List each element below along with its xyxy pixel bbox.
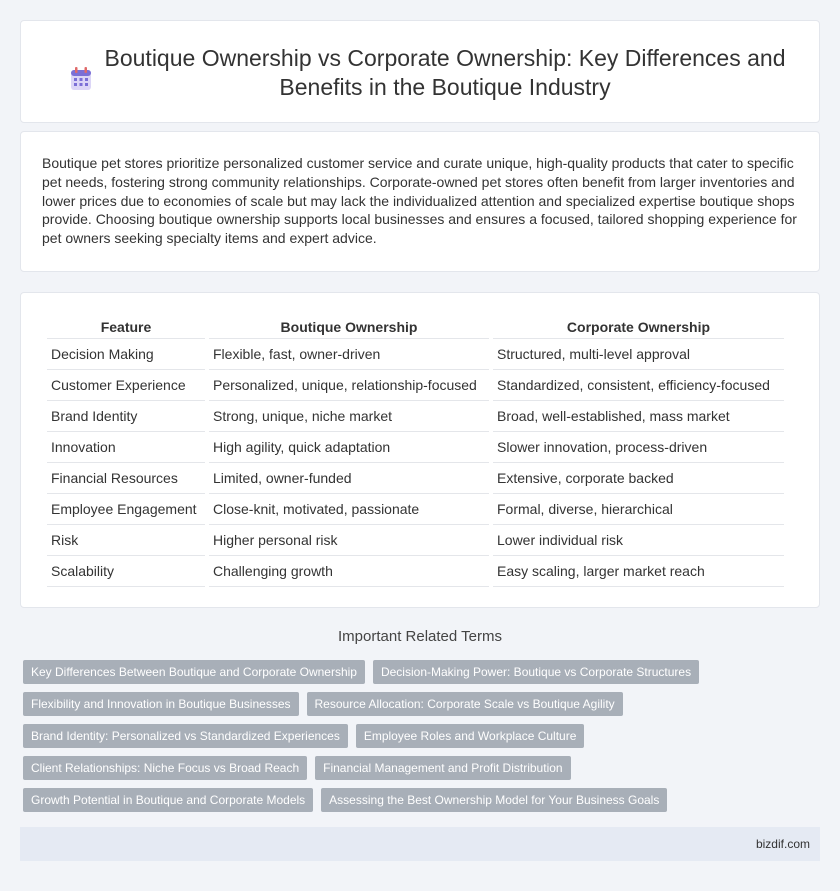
table-row xyxy=(47,556,784,587)
related-terms-title: Important Related Terms xyxy=(338,628,502,645)
feature-cell: Customer Experience xyxy=(47,370,205,401)
table-row xyxy=(47,401,784,432)
related-term-tag[interactable]: Assessing the Best Ownership Model for Your Business Goals xyxy=(321,788,667,812)
related-terms-row xyxy=(23,724,723,748)
related-term-tag[interactable]: Client Relationships: Niche Focus vs Broad Reach xyxy=(23,756,307,780)
table-header-row xyxy=(47,316,784,339)
comparison-table xyxy=(43,316,788,587)
boutique-cell: High agility, quick adaptation xyxy=(209,432,489,463)
boutique-cell: Personalized, unique, relationship-focused xyxy=(209,370,489,401)
page-title: Boutique Ownership vs Corporate Ownership: Key Differences and Benefits in the Boutique Industry xyxy=(104,45,786,100)
corporate-cell: Easy scaling, larger market reach xyxy=(493,556,784,587)
related-term-tag[interactable]: Growth Potential in Boutique and Corporate Models xyxy=(23,788,313,812)
column-header-feature: Feature xyxy=(47,316,205,339)
corporate-cell: Structured, multi-level approval xyxy=(493,339,784,370)
corporate-cell: Broad, well-established, mass market xyxy=(493,401,784,432)
table-row xyxy=(47,494,784,525)
related-terms-list xyxy=(23,660,723,820)
corporate-cell: Standardized, consistent, efficiency-focused xyxy=(493,370,784,401)
feature-cell: Brand Identity xyxy=(47,401,205,432)
table-row xyxy=(47,339,784,370)
feature-cell: Scalability xyxy=(47,556,205,587)
feature-cell: Decision Making xyxy=(47,339,205,370)
footer-brand: bizdif.com xyxy=(755,837,810,851)
related-terms-row xyxy=(23,756,723,780)
footer xyxy=(20,827,820,861)
related-term-tag[interactable]: Employee Roles and Workplace Culture xyxy=(356,724,585,748)
title-card xyxy=(20,20,820,123)
table-row xyxy=(47,432,784,463)
boutique-cell: Limited, owner-funded xyxy=(209,463,489,494)
related-term-tag[interactable]: Resource Allocation: Corporate Scale vs Boutique Agility xyxy=(307,692,623,716)
boutique-cell: Strong, unique, niche market xyxy=(209,401,489,432)
feature-cell: Employee Engagement xyxy=(47,494,205,525)
column-header-boutique: Boutique Ownership xyxy=(209,316,489,339)
related-term-tag[interactable]: Decision-Making Power: Boutique vs Corporate Structures xyxy=(373,660,699,684)
corporate-cell: Slower innovation, process-driven xyxy=(493,432,784,463)
related-term-tag[interactable]: Brand Identity: Personalized vs Standardized Experiences xyxy=(23,724,348,748)
column-header-corporate: Corporate Ownership xyxy=(493,316,784,339)
corporate-cell: Formal, diverse, hierarchical xyxy=(493,494,784,525)
related-term-tag[interactable]: Flexibility and Innovation in Boutique Businesses xyxy=(23,692,299,716)
related-terms-row xyxy=(23,660,723,684)
feature-cell: Innovation xyxy=(47,432,205,463)
boutique-cell: Flexible, fast, owner-driven xyxy=(209,339,489,370)
intro-card xyxy=(20,131,820,272)
corporate-cell: Lower individual risk xyxy=(493,525,784,556)
feature-cell: Risk xyxy=(47,525,205,556)
intro-paragraph: Boutique pet stores prioritize personalized customer service and curate unique, high-quality products that cater to specific pet needs, fostering strong community relationships. Corporate-owned pet stores often benefit from larger inventories and lower prices due to economies of scale but may lack the individualized attention and specialized expertise boutique shops provide. Choosing boutique ownership supports local businesses and ensures a focused, tailored shopping experience for pet owners seeking specialty items and expert advice. xyxy=(42,155,797,247)
table-row xyxy=(47,525,784,556)
table-row xyxy=(47,370,784,401)
boutique-cell: Challenging growth xyxy=(209,556,489,587)
related-terms-row xyxy=(23,788,723,812)
related-term-tag[interactable]: Financial Management and Profit Distribution xyxy=(315,756,570,780)
related-terms-row xyxy=(23,692,723,716)
corporate-cell: Extensive, corporate backed xyxy=(493,463,784,494)
boutique-cell: Close-knit, motivated, passionate xyxy=(209,494,489,525)
boutique-cell: Higher personal risk xyxy=(209,525,489,556)
related-term-tag[interactable]: Key Differences Between Boutique and Corporate Ownership xyxy=(23,660,365,684)
feature-cell: Financial Resources xyxy=(47,463,205,494)
comparison-card xyxy=(20,292,820,608)
table-row xyxy=(47,463,784,494)
